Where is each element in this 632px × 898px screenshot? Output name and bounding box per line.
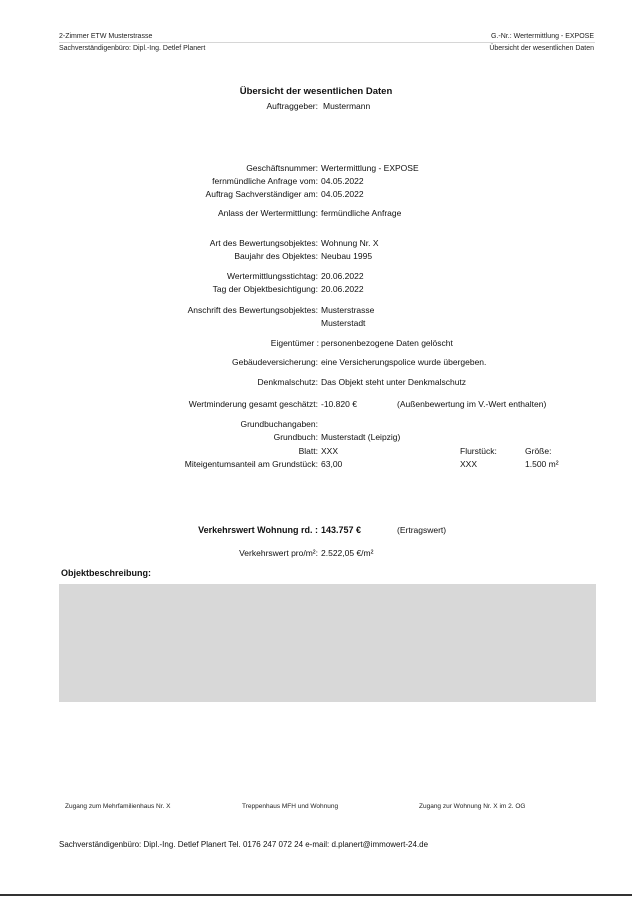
- versicherung-label: Gebäudeversicherung:: [231, 357, 318, 367]
- besichtigung-value: 20.06.2022: [321, 284, 364, 294]
- verkehrswert-value: 143.757 €: [321, 525, 362, 535]
- baujahr-label: Baujahr des Objektes:: [234, 251, 318, 261]
- anschrift-street: Musterstrasse: [321, 305, 375, 315]
- eigentuemer-label: Eigentümer :: [270, 338, 319, 348]
- geschaeftsnummer-label: Geschäftsnummer:: [246, 163, 318, 173]
- grundbuch-value: Musterstadt (Leipzig): [321, 432, 401, 442]
- stichtag-label: Wertermittlungsstichtag:: [226, 271, 318, 281]
- anfrage-value: 04.05.2022: [321, 176, 364, 186]
- anschrift-label: Anschrift des Bewertungsobjektes:: [187, 305, 318, 315]
- stichtag-value: 20.06.2022: [321, 271, 364, 281]
- verkehrswert-qm-label: Verkehrswert pro/m²:: [239, 548, 318, 558]
- caption-apartment-entrance: Zugang zur Wohnung Nr. X im 2. OG: [419, 803, 526, 810]
- header-section: Übersicht der wesentlichen Daten: [489, 45, 594, 52]
- miteigentum-value: 63,00: [321, 459, 343, 469]
- miteigentum-label: Miteigentumsanteil am Grundstück:: [184, 459, 318, 469]
- groesse-label: Größe:: [525, 446, 552, 456]
- header-project: 2-Zimmer ETW Musterstrasse: [59, 33, 153, 40]
- baujahr-value: Neubau 1995: [321, 251, 373, 261]
- wertminderung-value: -10.820 €: [321, 399, 357, 409]
- footer-contact: Sachverständigenbüro: Dipl.-Ing. Detlef Planert Tel. 0176 247 072 24 e-mail: d.planert@immowert-24.de: [59, 840, 429, 849]
- header-file-number: G.-Nr.: Wertermittlung - EXPOSE: [491, 33, 594, 40]
- anfrage-label: fernmündliche Anfrage vom:: [212, 176, 318, 186]
- denkmal-value: Das Objekt steht unter Denkmalschutz: [321, 377, 467, 387]
- auftrag-value: 04.05.2022: [321, 189, 364, 199]
- header-divider: [59, 42, 595, 43]
- blatt-label: Blatt:: [298, 446, 318, 456]
- anschrift-city: Musterstadt: [321, 318, 366, 328]
- anlass-value: fermündliche Anfrage: [321, 208, 402, 218]
- flurstueck-label: Flurstück:: [460, 446, 497, 456]
- client-value: Mustermann: [323, 101, 371, 111]
- geschaeftsnummer-value: Wertermittlung - EXPOSE: [321, 163, 419, 173]
- blatt-value: XXX: [321, 446, 339, 456]
- anlass-label: Anlass der Wertermittlung:: [218, 208, 318, 218]
- art-label: Art des Bewertungsobjektes:: [209, 238, 318, 248]
- wertminderung-note: (Außenbewertung im V.-Wert enthalten): [397, 399, 547, 409]
- header-office: Sachverständigenbüro: Dipl.-Ing. Detlef Planert: [59, 45, 206, 52]
- image-placeholder: [59, 584, 596, 702]
- caption-entrance: Zugang zum Mehrfamilienhaus Nr. X: [65, 803, 171, 810]
- wertminderung-label: Wertminderung gesamt geschätzt:: [188, 399, 318, 409]
- grundbuch-label: Grundbuch:: [273, 432, 318, 442]
- grundbuch-heading: Grundbuchangaben:: [240, 419, 318, 429]
- auftrag-label: Auftrag Sachverständiger am:: [205, 189, 318, 199]
- objektbeschreibung-heading: Objektbeschreibung:: [61, 568, 152, 578]
- versicherung-value: eine Versicherungspolice wurde übergeben.: [321, 357, 487, 367]
- eigentuemer-value: personenbezogene Daten gelöscht: [321, 338, 453, 348]
- bottom-border: [0, 894, 632, 896]
- client-label: Auftraggeber:: [266, 101, 318, 111]
- denkmal-label: Denkmalschutz:: [257, 377, 318, 387]
- art-value: Wohnung Nr. X: [321, 238, 379, 248]
- page-title: Übersicht der wesentlichen Daten: [239, 86, 393, 97]
- verkehrswert-note: (Ertragswert): [397, 525, 447, 535]
- besichtigung-label: Tag der Objektbesichtigung:: [212, 284, 318, 294]
- groesse-value: 1.500 m²: [525, 459, 559, 469]
- flurstueck-value: XXX: [460, 459, 478, 469]
- verkehrswert-label: Verkehrswert Wohnung rd. :: [198, 525, 318, 535]
- caption-stairwell: Treppenhaus MFH und Wohnung: [242, 803, 339, 810]
- verkehrswert-qm-value: 2.522,05 €/m²: [321, 548, 374, 558]
